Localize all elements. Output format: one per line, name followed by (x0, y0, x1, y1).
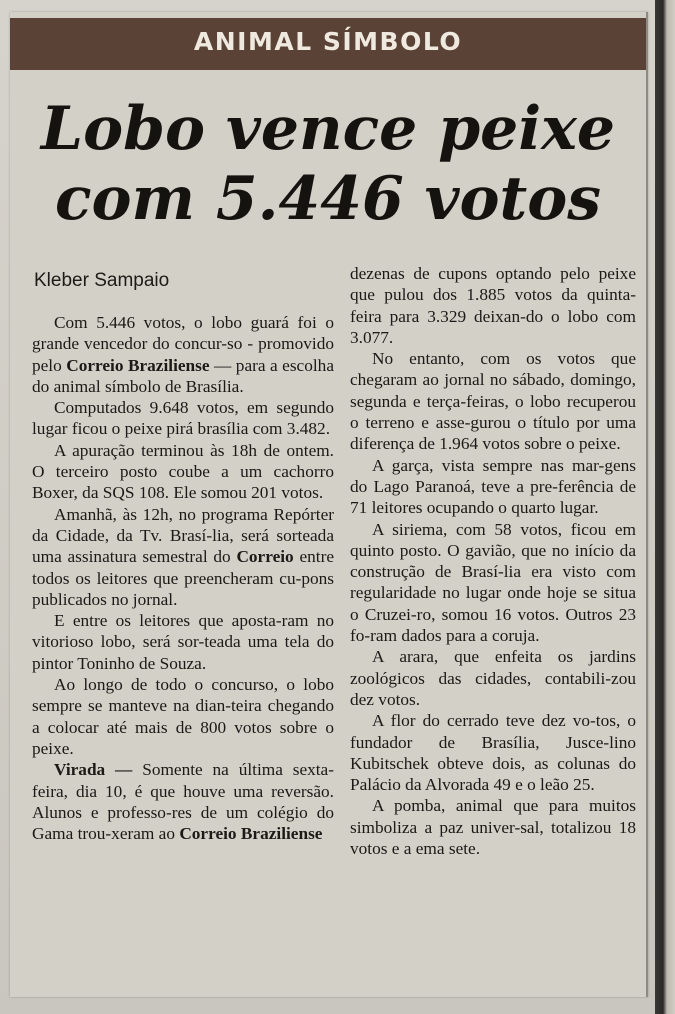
newspaper-name: Correio Braziliense (179, 824, 323, 844)
newspaper-clipping (10, 12, 648, 997)
subhead-lead: Virada — (54, 760, 133, 780)
paragraph-text: Somente na última sexta-feira, dia 10, é que houve uma reversão. Alunos e professo-res de um colégio do Gama trou-xeram ao (32, 760, 334, 844)
paragraph: A pomba, animal que para muitos simboliza a paz univer-sal, totalizou 18 votos e a ema sete. (350, 796, 636, 859)
paragraph: dezenas de cupons optando pelo peixe que pulou dos 1.885 votos da quinta-feira para 3.329 deixan-do o lobo com 3.077. (350, 264, 636, 347)
paragraph: A apuração terminou às 18h de ontem. O terceiro posto coube a um cachorro Boxer, da SQS 108. Ele somou 201 votos. (32, 440, 334, 503)
headline (10, 94, 646, 234)
paragraph: No entanto, com os votos que chegaram ao jornal no sábado, domingo, segunda e terça-feiras, o lobo recuperou o terreno e asse-gurou o título por uma diferença de 1.964 votos sobre o peixe. (350, 349, 636, 454)
page-edge (655, 0, 675, 1014)
paragraph-text: — para a escolha do animal símbolo de Brasília. (32, 355, 334, 396)
paragraph: E entre os leitores que aposta-ram no vitorioso lobo, será sor-teada uma tela do pintor Toninho de Souza. (32, 611, 334, 673)
paragraph (32, 759, 334, 844)
paragraph: Ao longo de todo o concurso, o lobo sempre se manteve na dian-teira chegando a colocar até mais de 800 votos sobre o peixe. (32, 675, 334, 758)
left-column (32, 312, 334, 844)
paragraph: A flor do cerrado teve dez vo-tos, o fundador de Brasília, Jusce-lino Kubitschek obteve dois, as colunas do Palácio da Alvorada 49 e o leão 25. (350, 711, 636, 795)
headline-line-2: com 5.446 votos (54, 164, 602, 234)
newspaper-name: Correio (236, 547, 294, 567)
paragraph: A garça, vista sempre nas mar-gens do Lago Paranoá, teve a pre-ferência de 71 leitores ocupando o quarto lugar. (350, 455, 636, 518)
paragraph: Computados 9.648 votos, em segundo lugar ficou o peixe pirá brasília com 3.482. (32, 398, 334, 439)
section-banner-label: ANIMAL SÍMBOLO (193, 26, 463, 56)
paragraph (32, 504, 334, 610)
headline-line-1: Lobo vence peixe (40, 94, 616, 164)
paragraph-text: Amanhã, às 12h, no programa Repórter da Cidade, da Tv. Brasí-lia, será sorteada uma assinatura semestral do (32, 504, 334, 567)
paragraph (32, 312, 334, 397)
byline: Kleber Sampaio (34, 270, 170, 291)
paragraph: A arara, que enfeita os jardins zoológicos das cidades, contabili-zou dez votos. (350, 647, 636, 709)
right-column (350, 263, 636, 859)
section-banner (10, 18, 646, 70)
paragraph-text: Com 5.446 votos, o lobo guará foi o grande vencedor do concur-so - promovido pelo (32, 313, 334, 375)
paragraph-text: entre todos os leitores que preencheram cu-pons publicados no jornal. (32, 547, 334, 609)
newspaper-name: Correio Braziliense (66, 355, 210, 375)
paragraph: A siriema, com 58 votos, ficou em quinto posto. O gavião, que no início da construção de Brasí-lia era visto com regularidade no lugar onde hoje se situa o Cruzei-ro, somou 16 votos. Outros 23 fo-ram dados para a coruja. (350, 519, 636, 646)
